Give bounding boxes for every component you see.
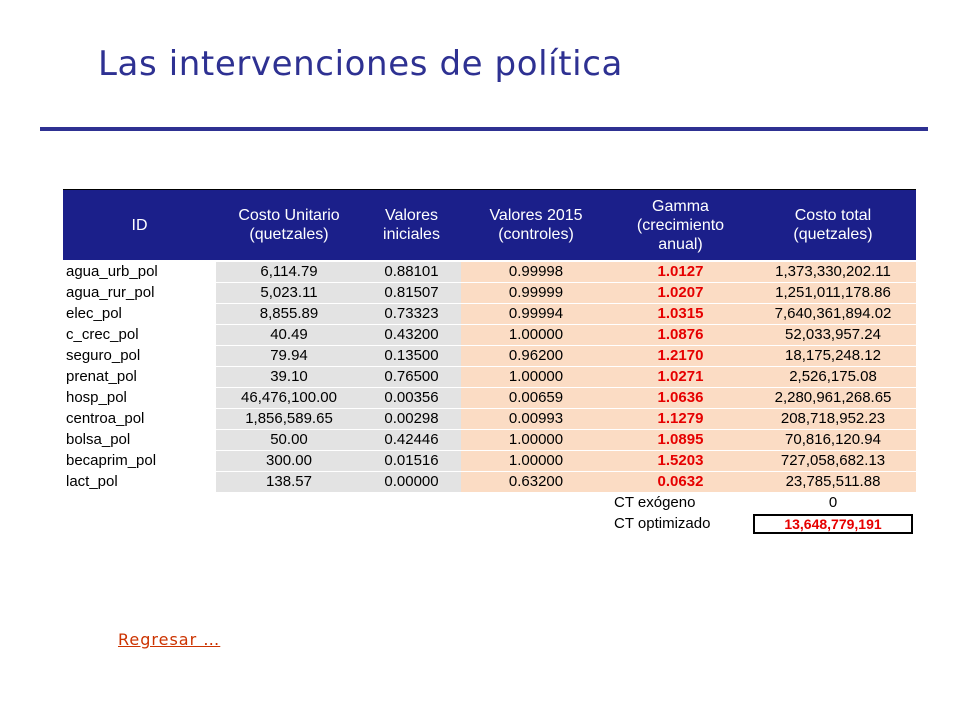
title-divider bbox=[40, 127, 928, 131]
header-costo-unitario bbox=[216, 190, 362, 262]
row-costo-total: 52,033,957.24 bbox=[750, 325, 916, 346]
row-valores-iniciales: 0.81507 bbox=[362, 283, 461, 304]
row-costo-total: 1,373,330,202.11 bbox=[750, 261, 916, 283]
row-costo-unitario: 46,476,100.00 bbox=[216, 388, 362, 409]
table-row bbox=[63, 304, 916, 325]
row-costo-total: 1,251,011,178.86 bbox=[750, 283, 916, 304]
row-gamma: 1.0876 bbox=[611, 325, 750, 346]
row-costo-total: 70,816,120.94 bbox=[750, 430, 916, 451]
blank-cell bbox=[216, 514, 362, 535]
table-row bbox=[63, 409, 916, 430]
ct-exogeno-value: 0 bbox=[750, 493, 916, 514]
blank-cell bbox=[461, 514, 611, 535]
row-costo-total: 2,280,961,268.65 bbox=[750, 388, 916, 409]
row-valores-iniciales: 0.76500 bbox=[362, 367, 461, 388]
row-id: bolsa_pol bbox=[63, 430, 216, 451]
table-header-row bbox=[63, 190, 916, 262]
row-valores-2015: 0.96200 bbox=[461, 346, 611, 367]
row-valores-2015: 1.00000 bbox=[461, 367, 611, 388]
blank-cell bbox=[63, 514, 216, 535]
header-id bbox=[63, 190, 216, 262]
table-row bbox=[63, 451, 916, 472]
row-valores-iniciales: 0.01516 bbox=[362, 451, 461, 472]
row-valores-iniciales: 0.43200 bbox=[362, 325, 461, 346]
row-valores-iniciales: 0.88101 bbox=[362, 261, 461, 283]
row-id: lact_pol bbox=[63, 472, 216, 493]
row-gamma: 1.0271 bbox=[611, 367, 750, 388]
row-costo-total: 2,526,175.08 bbox=[750, 367, 916, 388]
row-costo-unitario: 8,855.89 bbox=[216, 304, 362, 325]
header-gamma bbox=[611, 190, 750, 262]
table-row bbox=[63, 472, 916, 493]
row-valores-2015: 0.00659 bbox=[461, 388, 611, 409]
row-valores-iniciales: 0.42446 bbox=[362, 430, 461, 451]
row-id: prenat_pol bbox=[63, 367, 216, 388]
summary-row-ct-exogeno bbox=[63, 493, 916, 514]
row-costo-total: 7,640,361,894.02 bbox=[750, 304, 916, 325]
row-costo-unitario: 6,114.79 bbox=[216, 261, 362, 283]
row-valores-2015: 1.00000 bbox=[461, 325, 611, 346]
table-row bbox=[63, 388, 916, 409]
row-valores-iniciales: 0.73323 bbox=[362, 304, 461, 325]
ct-optimizado-value: 13,648,779,191 bbox=[753, 514, 913, 534]
table-row bbox=[63, 346, 916, 367]
row-gamma: 1.0207 bbox=[611, 283, 750, 304]
row-valores-iniciales: 0.00356 bbox=[362, 388, 461, 409]
table-row bbox=[63, 261, 916, 283]
blank-cell bbox=[63, 493, 216, 514]
row-gamma: 0.0632 bbox=[611, 472, 750, 493]
row-costo-unitario: 40.49 bbox=[216, 325, 362, 346]
policy-table bbox=[63, 189, 916, 535]
row-costo-unitario: 5,023.11 bbox=[216, 283, 362, 304]
row-gamma: 1.5203 bbox=[611, 451, 750, 472]
summary-row-ct-optimizado bbox=[63, 514, 916, 535]
table-row bbox=[63, 283, 916, 304]
row-gamma: 1.1279 bbox=[611, 409, 750, 430]
row-costo-total: 208,718,952.23 bbox=[750, 409, 916, 430]
row-costo-unitario: 1,856,589.65 bbox=[216, 409, 362, 430]
header-valores-iniciales bbox=[362, 190, 461, 262]
back-link[interactable]: Regresar … bbox=[118, 630, 221, 649]
row-valores-iniciales: 0.00000 bbox=[362, 472, 461, 493]
row-id: centroa_pol bbox=[63, 409, 216, 430]
row-valores-2015: 1.00000 bbox=[461, 451, 611, 472]
row-costo-unitario: 50.00 bbox=[216, 430, 362, 451]
row-id: becaprim_pol bbox=[63, 451, 216, 472]
table-row bbox=[63, 367, 916, 388]
row-gamma: 1.0636 bbox=[611, 388, 750, 409]
row-costo-unitario: 39.10 bbox=[216, 367, 362, 388]
row-valores-2015: 1.00000 bbox=[461, 430, 611, 451]
header-label: Gamma (crecimiento anual) bbox=[636, 197, 725, 253]
row-id: agua_urb_pol bbox=[63, 261, 216, 283]
row-valores-2015: 0.99998 bbox=[461, 261, 611, 283]
blank-cell bbox=[362, 514, 461, 535]
blank-cell bbox=[216, 493, 362, 514]
row-costo-unitario: 300.00 bbox=[216, 451, 362, 472]
page-title: Las intervenciones de política bbox=[98, 44, 623, 84]
row-valores-2015: 0.63200 bbox=[461, 472, 611, 493]
header-costo-total bbox=[750, 190, 916, 262]
table-row bbox=[63, 430, 916, 451]
ct-optimizado-cell bbox=[750, 514, 916, 535]
blank-cell bbox=[461, 493, 611, 514]
table-row bbox=[63, 325, 916, 346]
header-valores-2015 bbox=[461, 190, 611, 262]
ct-optimizado-label: CT optimizado bbox=[611, 514, 750, 535]
blank-cell bbox=[362, 493, 461, 514]
row-gamma: 1.2170 bbox=[611, 346, 750, 367]
row-costo-total: 727,058,682.13 bbox=[750, 451, 916, 472]
row-gamma: 1.0127 bbox=[611, 261, 750, 283]
ct-exogeno-label: CT exógeno bbox=[611, 493, 750, 514]
row-id: seguro_pol bbox=[63, 346, 216, 367]
row-valores-2015: 0.00993 bbox=[461, 409, 611, 430]
row-valores-iniciales: 0.13500 bbox=[362, 346, 461, 367]
row-costo-unitario: 79.94 bbox=[216, 346, 362, 367]
row-gamma: 1.0315 bbox=[611, 304, 750, 325]
row-costo-total: 18,175,248.12 bbox=[750, 346, 916, 367]
row-id: elec_pol bbox=[63, 304, 216, 325]
row-costo-total: 23,785,511.88 bbox=[750, 472, 916, 493]
header-label: Valores iniciales bbox=[383, 207, 440, 243]
row-id: hosp_pol bbox=[63, 388, 216, 409]
header-label: Costo Unitario (quetzales) bbox=[238, 207, 340, 243]
row-costo-unitario: 138.57 bbox=[216, 472, 362, 493]
row-valores-2015: 0.99999 bbox=[461, 283, 611, 304]
row-id: agua_rur_pol bbox=[63, 283, 216, 304]
header-label: Valores 2015 (controles) bbox=[489, 207, 583, 243]
row-id: c_crec_pol bbox=[63, 325, 216, 346]
header-label: Costo total (quetzales) bbox=[793, 207, 873, 243]
row-valores-2015: 0.99994 bbox=[461, 304, 611, 325]
row-gamma: 1.0895 bbox=[611, 430, 750, 451]
header-label: ID bbox=[131, 216, 148, 234]
row-valores-iniciales: 0.00298 bbox=[362, 409, 461, 430]
